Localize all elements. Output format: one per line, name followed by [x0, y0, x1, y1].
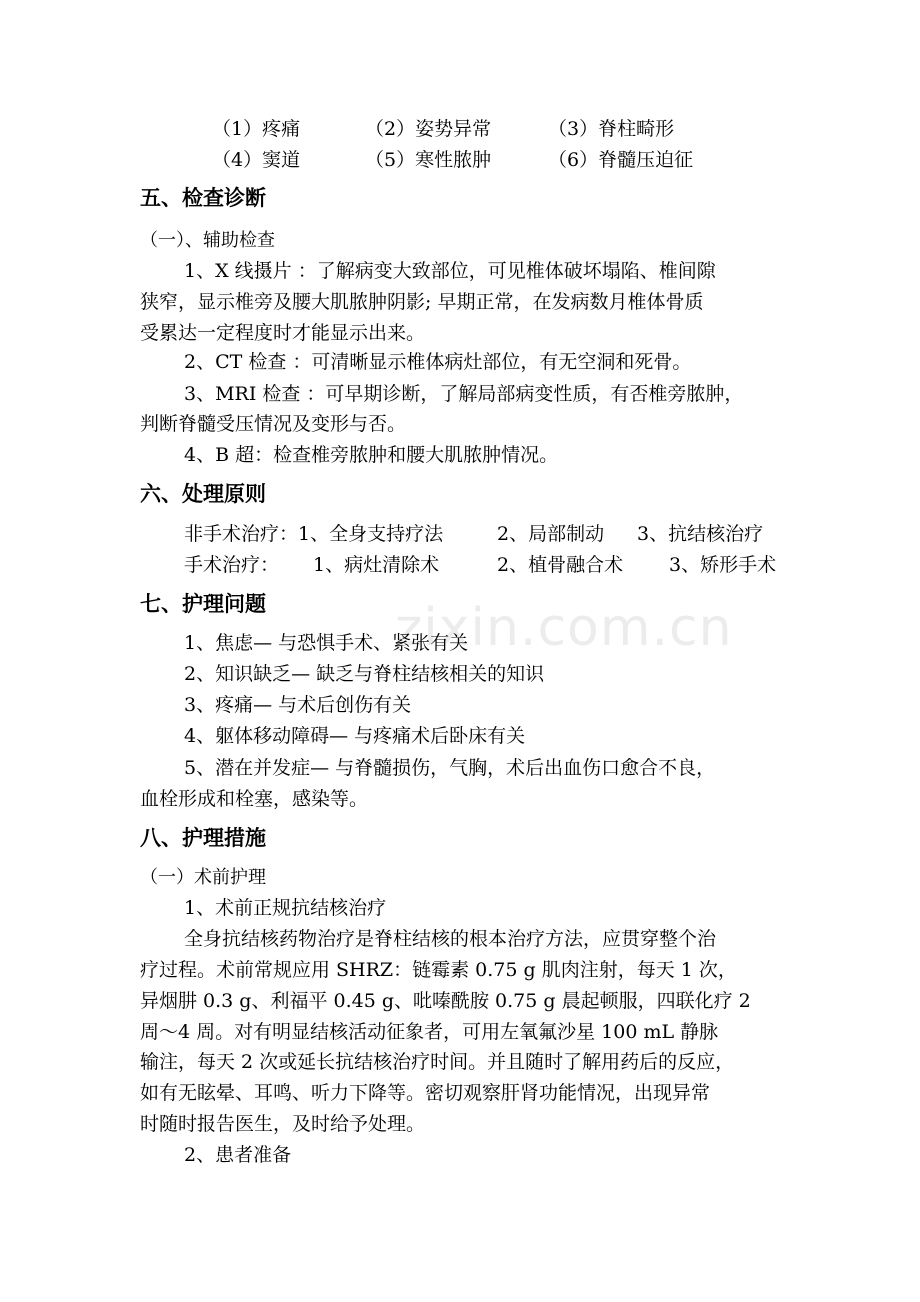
mri-line-1: 3、MRI 检查 ：可早期诊断，了解局部病变性质，有否椎旁脓肿，	[184, 383, 744, 405]
surgical-2: 2、植骨融合术	[497, 554, 624, 576]
preop-para-line-3: 异烟肼 0.3 g、利福平 0.45 g、吡嗪酰胺 0.75 g 晨起顿服，四联化疗 2	[140, 990, 751, 1012]
subheading-aux-exam: （一）、辅助检查	[140, 230, 275, 251]
bus-line: 4、B 超：检查椎旁脓肿和腰大肌脓肿情况。	[184, 444, 559, 466]
surgical-1: 1、病灶清除术	[313, 554, 440, 576]
symptom-4: （4）窦道	[212, 149, 301, 171]
nursing-problem-2: 2、知识缺乏— 缺乏与脊柱结核相关的知识	[184, 663, 545, 685]
preop-para-line-2: 疗过程。术前常规应用 SHRZ：链霉素 0.75 g 肌肉注射，每天 1 次，	[140, 959, 737, 981]
watermark: zixin.com.cn	[395, 598, 733, 658]
section-heading-6: 六、处理原则	[140, 482, 266, 506]
preop-item-2-title: 2、患者准备	[184, 1144, 292, 1166]
preop-para-line-4: 周～4 周。对有明显结核活动征象者，可用左氧氟沙星 100 mL 静脉	[140, 1021, 719, 1043]
symptom-3: （3）脊柱畸形	[548, 118, 675, 140]
xray-line-1: 1、X 线摄片 ：了解病变大致部位，可见椎体破坏塌陷、椎间隙	[184, 260, 716, 282]
subheading-preop: （一）术前护理	[140, 867, 266, 888]
preop-para-line-1: 全身抗结核药物治疗是脊柱结核的根本治疗方法，应贯穿整个治	[184, 928, 717, 950]
symptom-6: （6）脊髓压迫征	[548, 149, 694, 171]
mri-line-2: 判断脊髓受压情况及变形与否。	[140, 413, 407, 435]
nursing-problem-1: 1、焦虑— 与恐惧手术、紧张有关	[184, 632, 469, 654]
preop-para-line-6: 如有无眩晕、耳鸣、听力下降等。密切观察肝肾功能情况，出现异常	[140, 1082, 711, 1104]
surgical-3: 3、矫形手术	[669, 554, 777, 576]
symptom-5: （5）寒性脓肿	[365, 149, 492, 171]
nonsurgical-1: 非手术治疗：1、全身支持疗法	[184, 523, 444, 545]
nonsurgical-2: 2、局部制动	[497, 523, 605, 545]
nonsurgical-3: 3、抗结核治疗	[637, 523, 764, 545]
ct-line: 2、CT 检查 ：可清晰显示椎体病灶部位，有无空洞和死骨。	[184, 351, 692, 373]
xray-line-2: 狭窄，显示椎旁及腰大肌脓肿阴影; 早期正常，在发病数月椎体骨质	[140, 291, 704, 313]
preop-para-line-7: 时随时报告医生，及时给予处理。	[140, 1113, 426, 1135]
surgical-label: 手术治疗：	[184, 554, 280, 576]
nursing-problem-5: 5、潜在并发症— 与脊髓损伤，气胸，术后出血伤口愈合不良，	[184, 757, 716, 779]
symptom-2: （2）姿势异常	[365, 118, 492, 140]
nursing-problem-3: 3、疼痛— 与术后创伤有关	[184, 694, 412, 716]
symptom-1: （1）疼痛	[212, 118, 301, 140]
nursing-problem-5-cont: 血栓形成和栓塞，感染等。	[140, 788, 369, 810]
section-heading-7: 七、护理问题	[140, 592, 266, 616]
nursing-problem-4: 4、躯体移动障碍— 与疼痛术后卧床有关	[184, 725, 526, 747]
preop-para-line-5: 输注，每天 2 次或延长抗结核治疗时间。并且随时了解用药后的反应，	[140, 1051, 735, 1073]
section-heading-5: 五、检查诊断	[140, 186, 266, 210]
preop-item-1-title: 1、术前正规抗结核治疗	[184, 897, 387, 919]
xray-line-3: 受累达一定程度时才能显示出来。	[140, 322, 426, 344]
section-heading-8: 八、护理措施	[140, 826, 266, 850]
